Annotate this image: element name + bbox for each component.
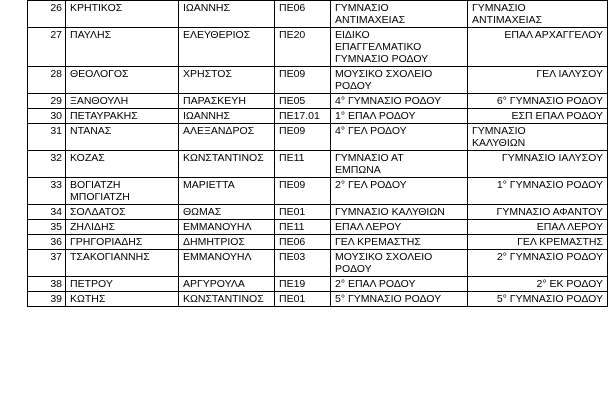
destination-school-cell xyxy=(468,250,608,277)
cell-text: 35 xyxy=(50,221,62,233)
specialty-code-cell xyxy=(275,205,331,220)
row-number-cell xyxy=(28,178,66,205)
origin-school-cell xyxy=(331,151,468,178)
first-name-cell xyxy=(179,292,275,307)
cell-text: ΜΑΡΙΕΤΤΑ xyxy=(183,179,235,191)
cell-text: ΕΜΜΑΝΟΥΗΛ xyxy=(183,221,252,233)
table-row xyxy=(28,277,608,292)
cell-text: ΠΕ01 xyxy=(279,293,306,305)
cell-text: 2° ΓΕΛ ΡΟΔΟΥ xyxy=(335,179,407,191)
cell-text: ΕΙΔΙΚΟ xyxy=(335,29,370,41)
origin-school-cell xyxy=(331,67,468,94)
cell-text: ΤΣΑΚΟΓΙΑΝΝΗΣ xyxy=(70,251,150,263)
row-number-cell xyxy=(28,151,66,178)
cell-text: ΠΕ11 xyxy=(279,152,305,164)
row-number-cell xyxy=(28,124,66,151)
cell-text: ΕΛΕΥΘΕΡΙΟΣ xyxy=(183,29,251,41)
table-row xyxy=(28,235,608,250)
cell-text: ΚΟΖΑΣ xyxy=(70,152,105,164)
row-number-cell xyxy=(28,28,66,67)
cell-text: ΚΩΤΗΣ xyxy=(70,293,106,305)
cell-text: 4° ΓΕΛ ΡΟΔΟΥ xyxy=(335,125,407,137)
specialty-code-cell xyxy=(275,109,331,124)
cell-text: 4° ΓΥΜΝΑΣΙΟ ΡΟΔΟΥ xyxy=(335,95,442,107)
cell-text: ΜΟΥΣΙΚΟ ΣΧΟΛΕΙΟ xyxy=(335,251,433,263)
destination-school-cell xyxy=(468,220,608,235)
destination-school-cell xyxy=(468,178,608,205)
table-body xyxy=(28,1,608,307)
cell-text: ΔΗΜΗΤΡΙΟΣ xyxy=(183,236,245,248)
surname-cell xyxy=(66,28,179,67)
cell-text: ΙΩΑΝΝΗΣ xyxy=(183,110,231,122)
origin-school-cell xyxy=(331,292,468,307)
cell-text: ΚΩΝΣΤΑΝΤΙΝΟΣ xyxy=(183,293,264,305)
table-row xyxy=(28,220,608,235)
specialty-code-cell xyxy=(275,124,331,151)
cell-text: ΠΕ03 xyxy=(279,251,306,263)
table-row xyxy=(28,1,608,28)
table-row xyxy=(28,292,608,307)
cell-text: 29 xyxy=(50,95,62,107)
specialty-code-cell xyxy=(275,292,331,307)
specialty-code-cell xyxy=(275,28,331,67)
cell-text: 26 xyxy=(50,2,62,14)
cell-text: ΣΟΛΔΑΤΟΣ xyxy=(70,206,126,218)
first-name-cell xyxy=(179,205,275,220)
surname-cell xyxy=(66,94,179,109)
destination-school-cell xyxy=(468,109,608,124)
destination-school-cell xyxy=(468,124,608,151)
first-name-cell xyxy=(179,220,275,235)
row-number-cell xyxy=(28,1,66,28)
cell-text: 2° ΕΠΑΛ ΡΟΔΟΥ xyxy=(335,278,416,290)
cell-text: ΑΝΤΙΜΑΧΕΙΑΣ xyxy=(472,14,543,26)
cell-text: 38 xyxy=(50,278,62,290)
destination-school-cell xyxy=(468,28,608,67)
surname-cell xyxy=(66,220,179,235)
origin-school-cell xyxy=(331,205,468,220)
destination-school-cell xyxy=(468,1,608,28)
row-number-cell xyxy=(28,277,66,292)
destination-school-cell xyxy=(468,205,608,220)
row-number-cell xyxy=(28,250,66,277)
cell-text: ΓΥΜΝΑΣΙΟ ΙΑΛΥΣΟΥ xyxy=(501,152,603,164)
origin-school-cell xyxy=(331,94,468,109)
surname-cell xyxy=(66,178,179,205)
origin-school-cell xyxy=(331,28,468,67)
table-row xyxy=(28,178,608,205)
origin-school-cell xyxy=(331,235,468,250)
cell-text: ΠΕ20 xyxy=(279,29,306,41)
cell-text: 27 xyxy=(50,29,62,41)
cell-text: ΧΡΗΣΤΟΣ xyxy=(183,68,232,80)
row-number-cell xyxy=(28,235,66,250)
cell-text: 36 xyxy=(50,236,62,248)
cell-text: ΘΕΟΛΟΓΟΣ xyxy=(70,68,129,80)
cell-text: ΓΕΛ ΚΡΕΜΑΣΤΗΣ xyxy=(335,236,421,248)
cell-text: ΕΠΑΓΓΕΛΜΑΤΙΚΟ xyxy=(335,41,422,53)
specialty-code-cell xyxy=(275,67,331,94)
cell-text: 1° ΕΠΑΛ ΡΟΔΟΥ xyxy=(335,110,416,122)
cell-text: ΜΠΟΓΙΑΤΖΗ xyxy=(70,191,130,203)
cell-text: 34 xyxy=(50,206,62,218)
first-name-cell xyxy=(179,151,275,178)
table-row xyxy=(28,28,608,67)
cell-text: 33 xyxy=(50,179,62,191)
specialty-code-cell xyxy=(275,250,331,277)
specialty-code-cell xyxy=(275,94,331,109)
specialty-code-cell xyxy=(275,151,331,178)
destination-school-cell xyxy=(468,235,608,250)
cell-text: ΓΥΜΝΑΣΙΟ ΑΤ xyxy=(335,152,404,164)
cell-text: ΠΕΤΡΟΥ xyxy=(70,278,113,290)
cell-text: 31 xyxy=(50,125,62,137)
cell-text: ΓΥΜΝΑΣΙΟ xyxy=(472,2,526,14)
surname-cell xyxy=(66,277,179,292)
specialty-code-cell xyxy=(275,1,331,28)
row-number-cell xyxy=(28,220,66,235)
cell-text: 39 xyxy=(50,293,62,305)
origin-school-cell xyxy=(331,220,468,235)
table-row xyxy=(28,151,608,178)
cell-text: ΠΕΤΑΥΡΑΚΗΣ xyxy=(70,110,138,122)
table-row xyxy=(28,109,608,124)
table-row xyxy=(28,250,608,277)
cell-text: 32 xyxy=(50,152,62,164)
cell-text: ΓΕΛ ΙΑΛΥΣΟΥ xyxy=(536,68,603,80)
cell-text: ΕΠΑΛ ΛΕΡΟΥ xyxy=(536,221,603,233)
specialty-code-cell xyxy=(275,277,331,292)
cell-text: ΡΟΔΟΥ xyxy=(335,80,372,92)
row-number-cell xyxy=(28,94,66,109)
cell-text: ΓΥΜΝΑΣΙΟ ΚΑΛΥΘΙΩΝ xyxy=(335,206,445,218)
cell-text: ΕΠΑΛ ΛΕΡΟΥ xyxy=(335,221,402,233)
surname-cell xyxy=(66,235,179,250)
first-name-cell xyxy=(179,28,275,67)
cell-text: ΕΠΑΛ ΑΡΧΑΓΓΕΛΟΥ xyxy=(504,29,603,41)
first-name-cell xyxy=(179,235,275,250)
destination-school-cell xyxy=(468,67,608,94)
first-name-cell xyxy=(179,94,275,109)
destination-school-cell xyxy=(468,94,608,109)
cell-text: ΠΑΡΑΣΚΕΥΗ xyxy=(183,95,246,107)
cell-text: ΠΕ01 xyxy=(279,206,306,218)
destination-school-cell xyxy=(468,292,608,307)
origin-school-cell xyxy=(331,250,468,277)
first-name-cell xyxy=(179,1,275,28)
first-name-cell xyxy=(179,178,275,205)
cell-text: 5° ΓΥΜΝΑΣΙΟ ΡΟΔΟΥ xyxy=(335,293,442,305)
cell-text: ΚΑΛΥΘΙΩΝ xyxy=(472,137,526,149)
cell-text: ΠΕ19 xyxy=(279,278,306,290)
cell-text: ΓΥΜΝΑΣΙΟ xyxy=(472,125,526,137)
cell-text: ΠΕ06 xyxy=(279,2,306,14)
cell-text: ΚΡΗΤΙΚΟΣ xyxy=(70,2,123,14)
row-number-cell xyxy=(28,205,66,220)
first-name-cell xyxy=(179,67,275,94)
cell-text: ΓΥΜΝΑΣΙΟ xyxy=(335,2,389,14)
cell-text: ΠΕ06 xyxy=(279,236,306,248)
destination-school-cell xyxy=(468,151,608,178)
cell-text: ΡΟΔΟΥ xyxy=(335,263,372,275)
cell-text: 28 xyxy=(50,68,62,80)
surname-cell xyxy=(66,205,179,220)
origin-school-cell xyxy=(331,124,468,151)
row-number-cell xyxy=(28,292,66,307)
cell-text: ΠΕ09 xyxy=(279,68,306,80)
cell-text: ΓΥΜΝΑΣΙΟ ΡΟΔΟΥ xyxy=(335,53,429,65)
origin-school-cell xyxy=(331,1,468,28)
first-name-cell xyxy=(179,277,275,292)
row-number-cell xyxy=(28,109,66,124)
row-number-cell xyxy=(28,67,66,94)
cell-text: ΕΣΠ ΕΠΑΛ ΡΟΔΟΥ xyxy=(511,110,603,122)
cell-text: 6° ΓΥΜΝΑΣΙΟ ΡΟΔΟΥ xyxy=(496,95,603,107)
surname-cell xyxy=(66,1,179,28)
surname-cell xyxy=(66,151,179,178)
table-row xyxy=(28,124,608,151)
first-name-cell xyxy=(179,109,275,124)
table-row xyxy=(28,205,608,220)
specialty-code-cell xyxy=(275,235,331,250)
cell-text: ΠΕ09 xyxy=(279,179,306,191)
first-name-cell xyxy=(179,250,275,277)
cell-text: ΠΑΥΛΗΣ xyxy=(70,29,112,41)
table-row xyxy=(28,94,608,109)
cell-text: ΑΡΓΥΡΟΥΛΑ xyxy=(183,278,245,290)
transfer-table xyxy=(27,0,608,307)
cell-text: ΓΡΗΓΟΡΙΑΔΗΣ xyxy=(70,236,143,248)
cell-text: ΞΑΝΘΟΥΛΗ xyxy=(70,95,129,107)
cell-text: ΜΟΥΣΙΚΟ ΣΧΟΛΕΙΟ xyxy=(335,68,433,80)
cell-text: ΕΜΠΩΝΑ xyxy=(335,164,381,176)
cell-text: ΠΕ05 xyxy=(279,95,306,107)
origin-school-cell xyxy=(331,109,468,124)
cell-text: ΓΥΜΝΑΣΙΟ ΑΦΑΝΤΟΥ xyxy=(496,206,603,218)
cell-text: ΚΩΝΣΤΑΝΤΙΝΟΣ xyxy=(183,152,264,164)
surname-cell xyxy=(66,109,179,124)
origin-school-cell xyxy=(331,178,468,205)
cell-text: ΑΛΕΞΑΝΔΡΟΣ xyxy=(183,125,255,137)
surname-cell xyxy=(66,124,179,151)
cell-text: ΘΩΜΑΣ xyxy=(183,206,222,218)
cell-text: 37 xyxy=(50,251,62,263)
surname-cell xyxy=(66,250,179,277)
cell-text: 2° ΕΚ ΡΟΔΟΥ xyxy=(536,278,603,290)
cell-text: 30 xyxy=(50,110,62,122)
specialty-code-cell xyxy=(275,178,331,205)
cell-text: ΖΗΛΙΔΗΣ xyxy=(70,221,116,233)
cell-text: ΑΝΤΙΜΑΧΕΙΑΣ xyxy=(335,14,406,26)
cell-text: ΓΕΛ ΚΡΕΜΑΣΤΗΣ xyxy=(517,236,603,248)
surname-cell xyxy=(66,67,179,94)
cell-text: 2° ΓΥΜΝΑΣΙΟ ΡΟΔΟΥ xyxy=(496,251,603,263)
cell-text: 1° ΓΥΜΝΑΣΙΟ ΡΟΔΟΥ xyxy=(496,179,603,191)
first-name-cell xyxy=(179,124,275,151)
cell-text: 5° ΓΥΜΝΑΣΙΟ ΡΟΔΟΥ xyxy=(496,293,603,305)
cell-text: ΙΩΑΝΝΗΣ xyxy=(183,2,231,14)
cell-text: ΝΤΑΝΑΣ xyxy=(70,125,112,137)
specialty-code-cell xyxy=(275,220,331,235)
cell-text: ΠΕ17.01 xyxy=(279,110,320,122)
cell-text: ΠΕ11 xyxy=(279,221,305,233)
table-row xyxy=(28,67,608,94)
cell-text: ΒΟΓΙΑΤΖΗ xyxy=(70,179,121,191)
cell-text: ΠΕ09 xyxy=(279,125,306,137)
surname-cell xyxy=(66,292,179,307)
cell-text: ΕΜΜΑΝΟΥΗΛ xyxy=(183,251,252,263)
origin-school-cell xyxy=(331,277,468,292)
destination-school-cell xyxy=(468,277,608,292)
